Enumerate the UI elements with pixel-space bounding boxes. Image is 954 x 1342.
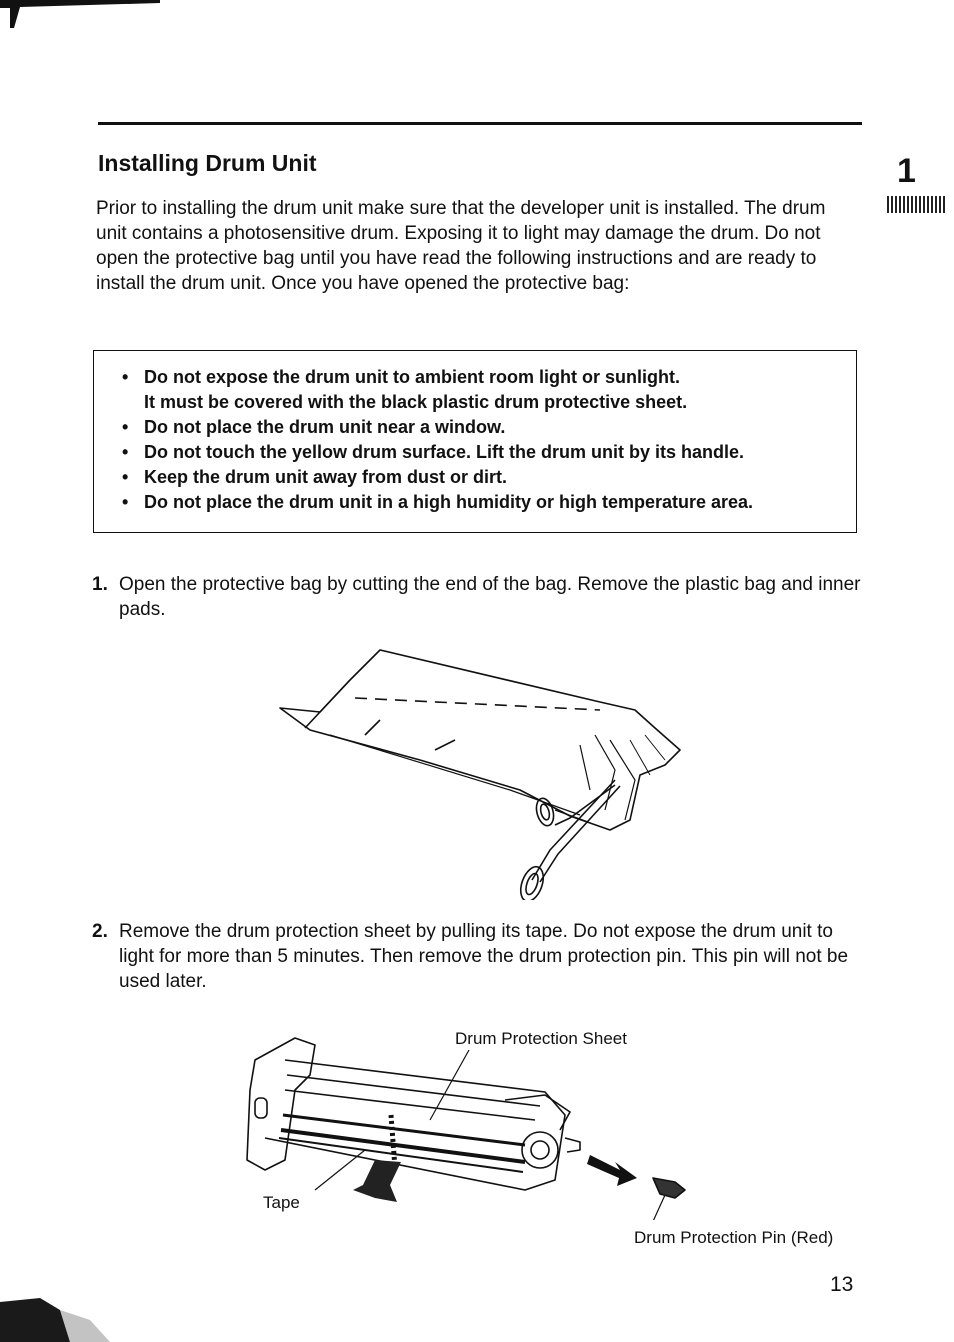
warning-text: Do not expose the drum unit to ambient room light or sunlight. bbox=[144, 367, 680, 387]
step-number: 1. bbox=[92, 574, 108, 595]
page-number: 13 bbox=[830, 1273, 854, 1296]
drum-unit-illustration bbox=[225, 1020, 705, 1220]
warning-text: Do not place the drum unit in a high humidity or high temperature area. bbox=[144, 492, 754, 512]
warning-item bbox=[116, 465, 856, 490]
step-text: Open the protective bag by cutting the end of the bag. Remove the plastic bag and inner pads. bbox=[119, 574, 861, 620]
warning-text: It must be covered with the black plastic drum protective sheet. bbox=[144, 392, 688, 412]
tape-label: Tape bbox=[263, 1193, 300, 1212]
scan-corner-mark bbox=[0, 0, 160, 30]
step-text: Remove the drum protection sheet by pulling its tape. Do not expose the drum unit to light for more than 5 minutes. Then remove the drum protection pin. This pin will not be used later. bbox=[119, 921, 849, 992]
bullet: • bbox=[122, 492, 129, 512]
section-rule bbox=[98, 122, 862, 125]
bullet: • bbox=[122, 442, 129, 462]
scan-artifact bbox=[0, 1290, 120, 1342]
warning-text: Do not place the drum unit near a window. bbox=[144, 417, 506, 437]
step-1 bbox=[92, 572, 862, 622]
bag-cutting-illustration bbox=[270, 640, 710, 900]
bullet: • bbox=[122, 467, 129, 487]
warning-box bbox=[93, 350, 857, 533]
drum-protection-pin-label: Drum Protection Pin (Red) bbox=[634, 1228, 834, 1247]
step-number: 2. bbox=[92, 921, 108, 942]
chapter-tab-marker bbox=[887, 196, 947, 213]
warning-item bbox=[116, 365, 856, 415]
step-2 bbox=[92, 919, 862, 994]
warning-item bbox=[116, 415, 856, 440]
warning-list bbox=[94, 351, 856, 515]
warning-item bbox=[116, 490, 856, 515]
bullet: • bbox=[122, 367, 129, 387]
warning-text: Keep the drum unit away from dust or dirt. bbox=[144, 467, 508, 487]
warning-item bbox=[116, 440, 856, 465]
intro-paragraph: Prior to installing the drum unit make sure that the developer unit is installed. The drum unit contains a photosensitive drum. Exposing it to light may damage the drum. Do not open the protective bag until you have read the following instructions and are ready to install the drum unit. Once you have opened the protective bag: bbox=[96, 198, 826, 294]
page-title: Installing Drum Unit bbox=[98, 150, 317, 176]
drum-protection-sheet-label: Drum Protection Sheet bbox=[455, 1029, 627, 1048]
warning-text: Do not touch the yellow drum surface. Lift the drum unit by its handle. bbox=[144, 442, 745, 462]
bullet: • bbox=[122, 417, 129, 437]
chapter-number: 1 bbox=[897, 152, 916, 190]
